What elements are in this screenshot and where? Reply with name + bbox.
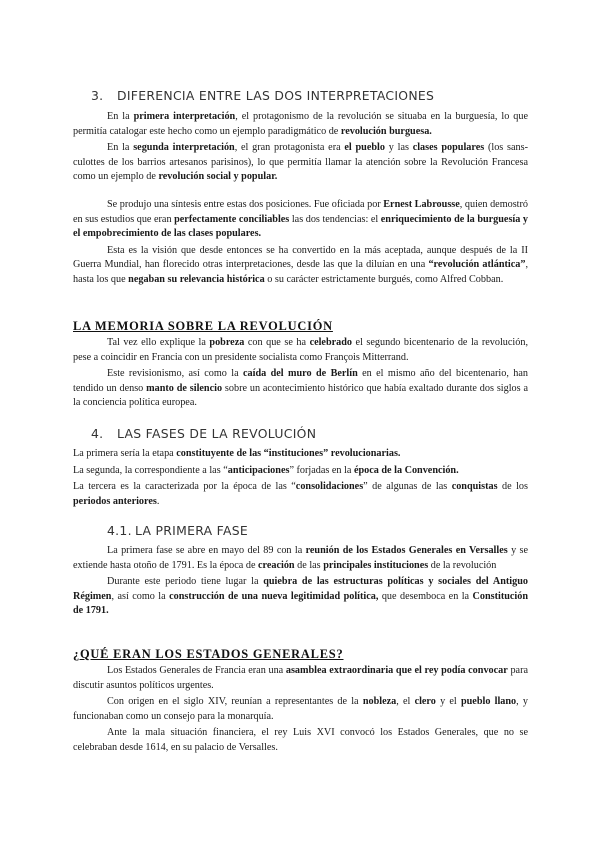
section-4-heading	[73, 426, 528, 442]
bold-text: segunda interpretación	[133, 142, 235, 154]
section-4-1-number: 4.1.	[107, 523, 132, 538]
bold-text: constituyente de las “instituciones” revolucionarias.	[176, 448, 401, 459]
paragraph	[73, 336, 528, 365]
bold-text: clases populares	[412, 142, 485, 154]
text-run: el segundo bicentenario de la revolución, pese a coincidir en Francia con un presidente socialista como François Mitterrand.	[73, 337, 528, 363]
text-run: La primera sería la etapa	[73, 448, 177, 459]
bold-text: celebrado	[309, 337, 352, 348]
bold-text: clero	[414, 696, 436, 708]
text-run: las dos tendencias: el	[289, 213, 381, 225]
text-run: ” de algunas de las	[363, 481, 452, 493]
bold-text: asamblea extraordinaria que el rey podía convocar	[285, 665, 508, 676]
bold-text: principales instituciones	[323, 559, 429, 571]
text-run: con que se ha	[244, 337, 310, 348]
paragraph	[73, 664, 528, 693]
bold-text: creación	[258, 559, 295, 571]
text-run: , así como la	[111, 590, 170, 602]
section-4-title: LAS FASES DE LA REVOLUCIÓN	[117, 426, 317, 441]
text-run: , el	[396, 696, 415, 708]
bold-text: época de la Convención.	[353, 464, 459, 476]
text-run: Este revisionismo, así como la	[107, 368, 243, 380]
text-run: Los Estados Generales de Francia eran una	[107, 665, 286, 676]
memoria-heading: LA MEMORIA SOBRE LA REVOLUCIÓN	[73, 319, 333, 333]
bold-text: reunión de los Estados Generales en Versalles	[305, 545, 508, 556]
estados-heading: ¿QUÉ ERAN LOS ESTADOS GENERALES?	[73, 647, 344, 661]
text-run: , quien demostró en sus estudios que eran	[73, 198, 528, 225]
text-run: para discutir asuntos políticos urgentes.	[73, 665, 528, 691]
text-run: Ante la mala situación financiera, el rey Luis XVI convocó los Estados Generales, que no se celebraban desde 1614, en su palacio de Versalles.	[73, 727, 528, 753]
paragraph	[73, 695, 528, 724]
paragraph	[73, 141, 528, 185]
bold-text: pueblo llano	[460, 696, 517, 708]
bold-text: periodos anteriores	[73, 495, 157, 507]
text-run: de la revolución	[428, 559, 497, 571]
memoria-section	[73, 318, 528, 411]
bold-text: perfectamente conciliables	[174, 213, 290, 225]
text-run: de las	[294, 559, 324, 571]
section-4-1-heading	[73, 523, 528, 539]
text-run: Durante este periodo tiene lugar la	[107, 576, 264, 588]
text-run: y las	[384, 142, 413, 154]
text-run: Con origen en el siglo XIV, reunían a representantes de la	[107, 696, 363, 708]
bold-text: negaban su relevancia histórica	[128, 273, 265, 285]
text-run: En la	[107, 111, 134, 122]
text-run: y se extiende hasta otoño de 1791. Es la época de	[73, 545, 528, 571]
bold-text: “revolución atlántica”	[428, 259, 526, 271]
phase-line	[73, 464, 528, 479]
bold-text: Ernest Labrousse	[383, 198, 460, 210]
paragraph	[73, 367, 528, 411]
bold-text: primera interpretación	[133, 111, 236, 122]
text-run: Se produjo una síntesis entre estas dos posiciones. Fue oficiada por	[107, 198, 384, 210]
text-run: de los	[497, 481, 528, 493]
text-run: En la	[107, 142, 134, 154]
bold-text: Constitución de 1791.	[73, 590, 528, 617]
paragraph	[73, 544, 528, 573]
section-4-1-title: LA PRIMERA FASE	[135, 523, 249, 538]
text-run: Esta es la visión que desde entonces se ha convertido en la más aceptada, aunque después de la II Guerra Mundial, han florecido otras interpretaciones, desde las que la diluían en una	[73, 244, 528, 271]
text-run: sobre un acontecimiento histórico que había exaltado durante dos siglos a la conciencia política europea.	[73, 382, 528, 409]
section-3-body	[73, 110, 528, 288]
bold-text: enriquecimiento de la burguesía y el empobrecimiento de las clases populares.	[73, 213, 528, 240]
text-run: , el gran protagonista era	[234, 142, 345, 154]
section-3-heading	[73, 88, 528, 104]
bold-text: revolución social y popular.	[158, 171, 278, 183]
phase-line	[73, 447, 528, 462]
section-4-1	[73, 523, 528, 619]
bold-text: nobleza	[362, 696, 397, 708]
section-4	[73, 426, 528, 509]
bold-text: quiebra de las estructuras políticas y sociales del Antiguo Régimen	[73, 576, 528, 602]
text-run: o su carácter estrictamente burgués, como Alfred Cobban.	[264, 273, 504, 285]
text-run: La tercera es la caracterizada por la época de las “	[73, 481, 296, 493]
paragraph	[73, 110, 528, 139]
estados-section	[73, 646, 528, 756]
bold-text: anticipaciones	[227, 464, 290, 476]
bold-text: revolución burguesa.	[340, 125, 432, 137]
bold-text: manto de silencio	[146, 382, 223, 394]
text-run: .	[156, 495, 160, 507]
paragraph	[73, 575, 528, 619]
section-3	[73, 88, 528, 104]
text-run: ” forjadas en la	[289, 464, 354, 476]
text-run: y el	[435, 696, 461, 708]
text-run: , el protagonismo de la revolución se situaba en la burguesía, lo que permitía catalogar este hecho como un ejemplo paradigmático de	[73, 111, 529, 137]
bold-text: consolidaciones	[295, 481, 364, 493]
phase-line	[73, 480, 528, 509]
section-4-number: 4.	[91, 426, 104, 441]
text-run: , hasta los que	[73, 259, 528, 285]
bold-text: caída del muro de Berlín	[243, 368, 358, 380]
text-run: que desemboca en la	[378, 590, 473, 602]
bold-text: el pueblo	[344, 142, 385, 154]
bold-text: construcción de una nueva legitimidad política,	[169, 590, 379, 602]
text-run: Tal vez ello explique la	[107, 337, 210, 348]
text-run: (los sans-culottes de los barrios artesanos parisinos), lo que permitía llamar la atención sobre la Revolución Francesa como un ejemplo de	[73, 142, 528, 183]
text-run: La primera fase se abre en mayo del 89 con la	[107, 545, 306, 556]
section-3-title: DIFERENCIA ENTRE LAS DOS INTERPRETACIONES	[117, 88, 435, 103]
text-run: La segunda, la correspondiente a las “	[73, 464, 228, 476]
text-run: , y funcionaban como un consejo para la monarquía.	[73, 696, 529, 722]
section-3-number: 3.	[91, 88, 104, 103]
paragraph	[73, 198, 528, 242]
bold-text: pobreza	[209, 337, 245, 348]
text-run: en el mismo año del bicentenario, han tendido un denso	[73, 368, 528, 394]
paragraph	[73, 726, 528, 755]
bold-text: conquistas	[451, 481, 498, 493]
paragraph	[73, 244, 528, 288]
